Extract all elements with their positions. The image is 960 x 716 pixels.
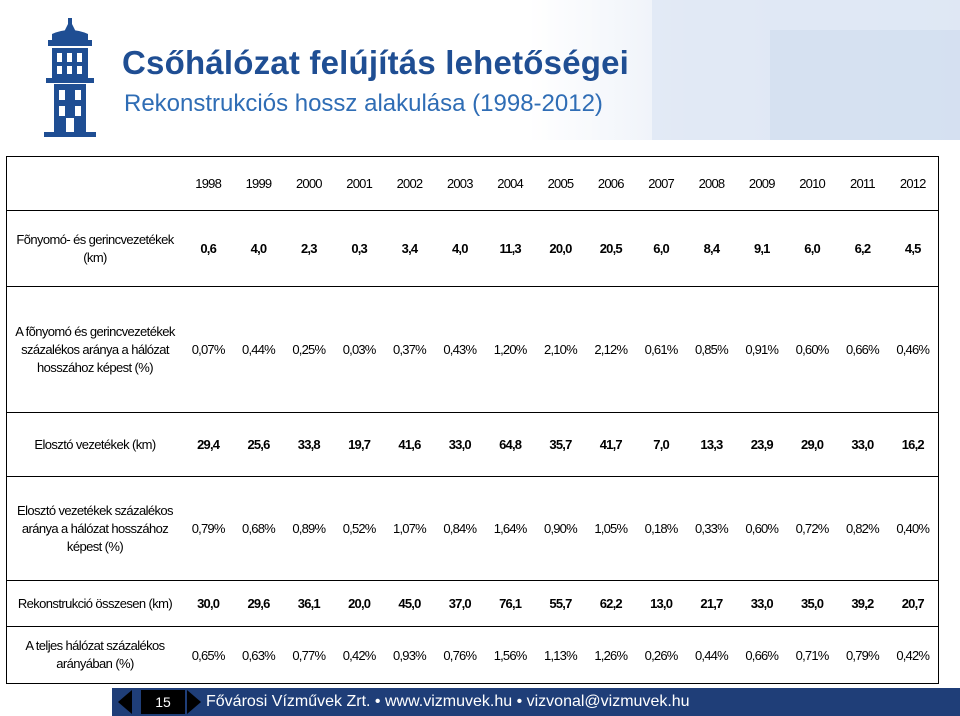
table-cell: 39,2 — [851, 596, 874, 611]
table-cell: 0,52% — [342, 521, 376, 536]
table-header-row — [7, 157, 938, 211]
table-cell: 4,5 — [904, 241, 921, 256]
table-cell: 33,0 — [750, 596, 773, 611]
table-cell: 20,5 — [599, 241, 622, 256]
table-cell: 29,4 — [197, 437, 220, 452]
table-cell: 2,12% — [594, 342, 628, 357]
table-cell: 0,66% — [745, 647, 779, 663]
table-cell: 45,0 — [398, 596, 421, 611]
table-cell: 0,26% — [644, 647, 678, 663]
table-cell: 16,2 — [901, 437, 924, 452]
table-cell: 7,0 — [653, 437, 669, 452]
table-cell: 0,44% — [242, 342, 275, 357]
table-cell: 1,20% — [493, 342, 527, 357]
table-cell: 0,61% — [644, 342, 678, 357]
year-header: 2007 — [648, 176, 674, 191]
table-cell: 37,0 — [448, 596, 471, 611]
row-label: A teljes hálózat százalékos arányában (%) — [25, 638, 165, 671]
table-cell: 13,3 — [700, 437, 723, 452]
row-label: A fõnyomó és gerincvezetékek százalékos aránya a hálózat hosszához képest (%) — [15, 323, 175, 375]
table-cell: 9,1 — [753, 241, 770, 256]
table-cell: 0,63% — [242, 647, 275, 663]
table-cell: 4,0 — [451, 241, 468, 256]
table-cell: 29,6 — [247, 596, 270, 611]
table-cell: 0,76% — [443, 647, 477, 663]
table-cell: 1,05% — [594, 521, 628, 536]
table-cell: 11,3 — [499, 241, 521, 256]
page-title: Csőhálózat felújítás lehetőségei — [122, 44, 630, 81]
table-cell: 13,0 — [650, 596, 673, 611]
table-cell: 35,0 — [801, 596, 824, 611]
table-cell: 25,6 — [247, 437, 270, 452]
year-header: 2003 — [446, 176, 473, 191]
table-cell: 64,8 — [499, 437, 522, 452]
table-cell: 0,07% — [191, 342, 225, 357]
table-cell: 0,90% — [544, 521, 577, 536]
table-cell: 0,33% — [695, 521, 728, 536]
page-subtitle: Rekonstrukciós hossz alakulása (1998-2012) — [124, 90, 603, 117]
previous-page-icon[interactable] — [118, 690, 132, 714]
table-cell: 4,0 — [250, 241, 267, 256]
table-cell: 8,4 — [703, 241, 720, 256]
table-cell: 41,6 — [398, 437, 421, 452]
table-cell: 55,7 — [549, 596, 572, 611]
table-cell: 0,79% — [845, 647, 879, 663]
table-cell: 20,7 — [901, 596, 924, 611]
year-header: 2001 — [346, 176, 373, 191]
table-cell: 0,42% — [896, 647, 930, 663]
year-header: 2009 — [748, 176, 775, 191]
table-cell: 0,72% — [795, 521, 829, 536]
header-corner-cell — [7, 157, 183, 210]
reconstruction-table — [6, 156, 939, 684]
table-cell: 0,71% — [795, 647, 829, 663]
header-decoration-inner — [770, 30, 960, 140]
table-cell: 41,7 — [599, 437, 622, 452]
table-cell: 23,9 — [750, 437, 773, 452]
table-cell: 6,0 — [804, 241, 820, 256]
table-cell: 0,60% — [745, 521, 779, 536]
table-cell: 0,37% — [393, 342, 426, 357]
table-cell: 0,18% — [644, 521, 678, 536]
table-cell: 0,43% — [443, 342, 477, 357]
table-row — [7, 581, 938, 627]
year-header: 1998 — [195, 176, 222, 191]
year-header: 2008 — [698, 176, 725, 191]
table-cell: 20,0 — [348, 596, 371, 611]
table-row — [7, 287, 938, 413]
next-page-icon[interactable] — [187, 690, 201, 714]
table-cell: 0,44% — [695, 647, 728, 663]
table-cell: 0,82% — [845, 521, 879, 536]
table-row — [7, 211, 938, 287]
table-cell: 0,40% — [896, 521, 930, 536]
row-label: Fõnyomó- és gerincvezetékek (km) — [16, 231, 174, 265]
table-cell: 0,03% — [342, 342, 376, 357]
row-label: Elosztó vezetékek százalékos aránya a hálózat hosszához képest (%) — [17, 502, 173, 554]
table-cell: 2,10% — [544, 342, 577, 357]
year-header: 2002 — [396, 176, 423, 191]
water-tower-logo-icon — [30, 18, 110, 138]
table-cell: 0,85% — [695, 342, 728, 357]
table-cell: 0,79% — [191, 521, 225, 536]
table-cell: 0,93% — [393, 647, 426, 663]
table-cell: 1,26% — [594, 647, 628, 663]
table-cell: 1,56% — [493, 647, 527, 663]
table-cell: 0,65% — [191, 647, 225, 663]
row-label: Elosztó vezetékek (km) — [34, 436, 156, 452]
table-cell: 0,91% — [745, 342, 779, 357]
table-cell: 20,0 — [549, 241, 572, 256]
table-cell: 62,2 — [599, 596, 622, 611]
table-cell: 0,89% — [292, 521, 326, 536]
table-cell: 33,0 — [448, 437, 471, 452]
table-cell: 21,7 — [700, 596, 723, 611]
table-cell: 0,25% — [292, 342, 326, 357]
table-cell: 35,7 — [549, 437, 572, 452]
table-cell: 33,0 — [851, 437, 874, 452]
table-cell: 0,42% — [342, 647, 376, 663]
table-cell: 33,8 — [297, 437, 320, 452]
table-cell: 0,6 — [200, 241, 216, 256]
table-cell: 19,7 — [348, 437, 371, 452]
table-cell: 0,66% — [845, 342, 879, 357]
table-row — [7, 477, 938, 581]
year-header: 2012 — [899, 176, 926, 191]
table-cell: 36,1 — [297, 596, 320, 611]
table-cell: 0,68% — [242, 521, 275, 536]
year-header: 2010 — [799, 176, 825, 191]
table-cell: 30,0 — [197, 596, 220, 611]
table-cell: 0,46% — [896, 342, 930, 357]
table-cell: 3,4 — [401, 241, 418, 256]
table-cell: 0,84% — [443, 521, 477, 536]
year-header: 2005 — [547, 176, 574, 191]
table-cell: 6,2 — [854, 241, 871, 256]
year-header: 1999 — [245, 176, 272, 191]
year-header: 2006 — [597, 176, 624, 191]
table-cell: 6,0 — [653, 241, 669, 256]
row-label: Rekonstrukció összesen (km) — [17, 595, 173, 611]
table-cell: 1,07% — [393, 521, 426, 536]
table-row — [7, 413, 938, 477]
table-cell: 1,64% — [493, 521, 527, 536]
year-header: 2000 — [295, 176, 322, 191]
footer-text: Fővárosi Vízművek Zrt. • www.vizmuvek.hu • vizvonal@vizmuvek.hu — [206, 693, 690, 710]
year-header: 2004 — [497, 176, 523, 191]
table-cell: 1,13% — [544, 647, 577, 663]
table-cell: 0,77% — [292, 647, 326, 663]
table-cell: 2,3 — [300, 241, 317, 256]
table-cell: 0,60% — [795, 342, 829, 357]
table-row — [7, 627, 938, 683]
table-cell: 0,3 — [351, 241, 367, 256]
table-cell: 76,1 — [499, 596, 522, 611]
year-header: 2011 — [850, 176, 875, 191]
page-number: 15 — [141, 690, 185, 714]
table-cell: 29,0 — [801, 437, 824, 452]
